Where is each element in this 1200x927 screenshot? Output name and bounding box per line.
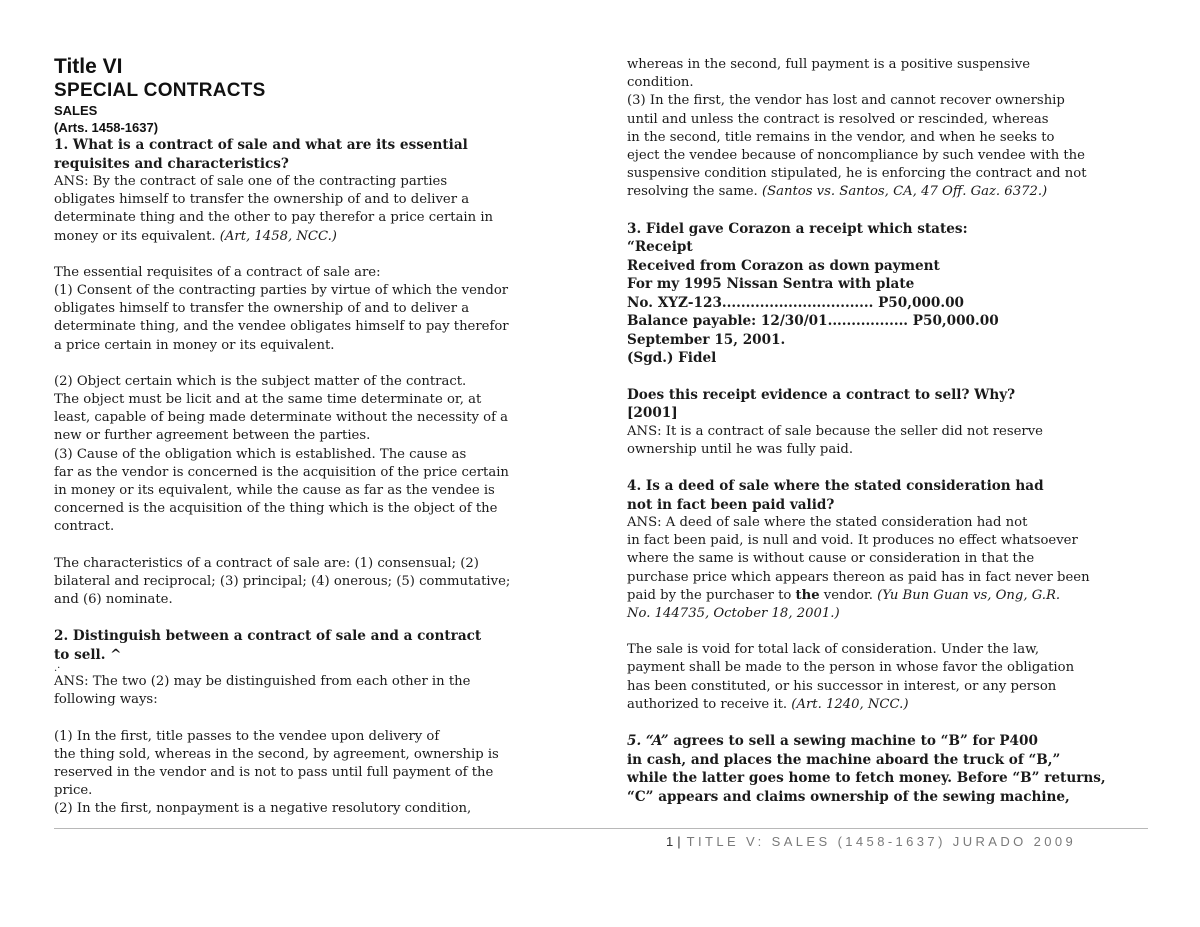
question-4: 4. Is a deed of sale where the stated consideration had not in fact been paid valid? <box>627 478 1044 513</box>
footer-text: TITLE V: SALES (1458-1637) JURADO 2009 <box>686 834 1077 849</box>
footer-separator: | <box>677 834 681 849</box>
section-heading: SALES <box>54 103 98 118</box>
citation: (Santos vs. Santos, CA, 47 Off. Gaz. 6372.) <box>761 184 1048 200</box>
question-5: 5. “A” agrees to sell a sewing machine to “B” for P400 in cash, and places the machine aboard the truck of “B,” while the latter goes home to fetch money. Before “B” returns, “C” appears and claims ownership of the sewing machine, <box>627 733 1106 805</box>
answer-4-continued: The sale is void for total lack of consideration. Under the law, payment shall be made to the person in whose favor the obligation has been constituted, or his successor in interest, or any person authorized to receive it. (Art. 1240, NCC.) <box>627 642 1075 712</box>
citation: (Art. 1240, NCC.) <box>791 696 909 712</box>
left-column <box>54 54 534 819</box>
answer-1: ANS: By the contract of sale one of the contracting parties obligates himself to transfer the ownership of and to deliver a determinate thing and the other to pay therefor a price certain in money or its equivalent. (Art, 1458, NCC.) <box>54 174 494 244</box>
page-number: 1 <box>666 834 674 849</box>
footer-rule <box>54 828 1148 829</box>
answer-4: ANS: A deed of sale where the stated consideration had not in fact been paid, is null and void. It produces no effect whatsoever where the same is without cause or consideration in that the purchase price which appears thereon as paid has in fact never been paid by the purchaser to the vendor. (Yu Bun Guan vs, Ong, G.R. No. 144735, October 18, 2001.) <box>627 515 1090 622</box>
stray-mark: .· <box>54 663 61 675</box>
answer-3: ANS: It is a contract of sale because the seller did not reserve ownership until he was fully paid. <box>627 423 1043 457</box>
question-2: 2. Distinguish between a contract of sale and a contract to sell. ^ <box>54 628 482 663</box>
question-3-ask: Does this receipt evidence a contract to sell? Why? [2001] <box>627 386 1016 422</box>
requisites-intro: The essential requisites of a contract of sale are: <box>54 264 381 280</box>
distinction-3: (3) In the first, the vendor has lost and cannot recover ownership until and unless the contract is resolved or rescinded, whereas in the second, title remains in the vendor, and when he seeks to eject the vendee because of noncompliance by such vendee with the suspensive condition stipulated, he is enforcing the contract and not resolving the same. (Santos vs. Santos, CA, 47 Off. Gaz. 6372.) <box>627 93 1087 200</box>
articles-range: (Arts. 1458-1637) <box>54 120 159 135</box>
citation: No. 144735, October 18, 2001.) <box>627 606 840 622</box>
requisite-2: (2) Object certain which is the subject matter of the contract. The object must be licit and at the same time determinate or, at least, capable of being made determinate without the necessity of a new or further agreement between the parties. <box>54 373 509 444</box>
requisite-1: (1) Consent of the contracting parties by virtue of which the vendor obligates himself to transfer the ownership of and to deliver a determinate thing, and the vendee obligates himself to pay therefor a price certain in money or its equivalent. <box>54 283 509 353</box>
citation: (Yu Bun Guan vs, Ong, G.R. <box>877 587 1061 603</box>
distinction-2: (2) In the first, nonpayment is a negative resolutory condition, <box>54 801 472 817</box>
distinction-1: (1) In the first, title passes to the vendee upon delivery of the thing sold, whereas in the second, by agreement, ownership is reserved in the vendor and is not to pass until full payment of the price. <box>54 728 499 799</box>
requisite-3: (3) Cause of the obligation which is established. The cause as far as the vendor is concerned is the acquisition of the price certain in money or its equivalent, while the cause as far as the vendee is concerned is the acquisition of the thing which is the object of the contract. <box>54 446 509 535</box>
citation: (Art, 1458, NCC.) <box>219 228 337 244</box>
distinction-2-continued: whereas in the second, full payment is a positive suspensive condition. <box>627 57 1031 91</box>
page-footer <box>666 834 1076 849</box>
answer-2: ANS: The two (2) may be distinguished from each other in the following ways: <box>54 674 471 708</box>
characteristics: The characteristics of a contract of sale are: (1) consensual; (2) bilateral and reciprocal; (3) principal; (4) onerous; (5) commutative; and (6) nominate. <box>54 555 511 608</box>
title-heading: Title VI <box>54 55 123 78</box>
subtitle-heading: SPECIAL CONTRACTS <box>54 80 266 101</box>
question-1: 1. What is a contract of sale and what are its essential requisites and characteristics? <box>54 137 468 172</box>
right-column <box>627 56 1152 806</box>
question-3: 3. Fidel gave Corazon a receipt which states: “Receipt Received from Corazon as down payment For my 1995 Nissan Sentra with plate No. XYZ-123................................ P50,000.00 Balance payable: 12/30/01................. P50,000.00 September 15, 2001. (Sgd.) Fidel <box>627 220 999 367</box>
